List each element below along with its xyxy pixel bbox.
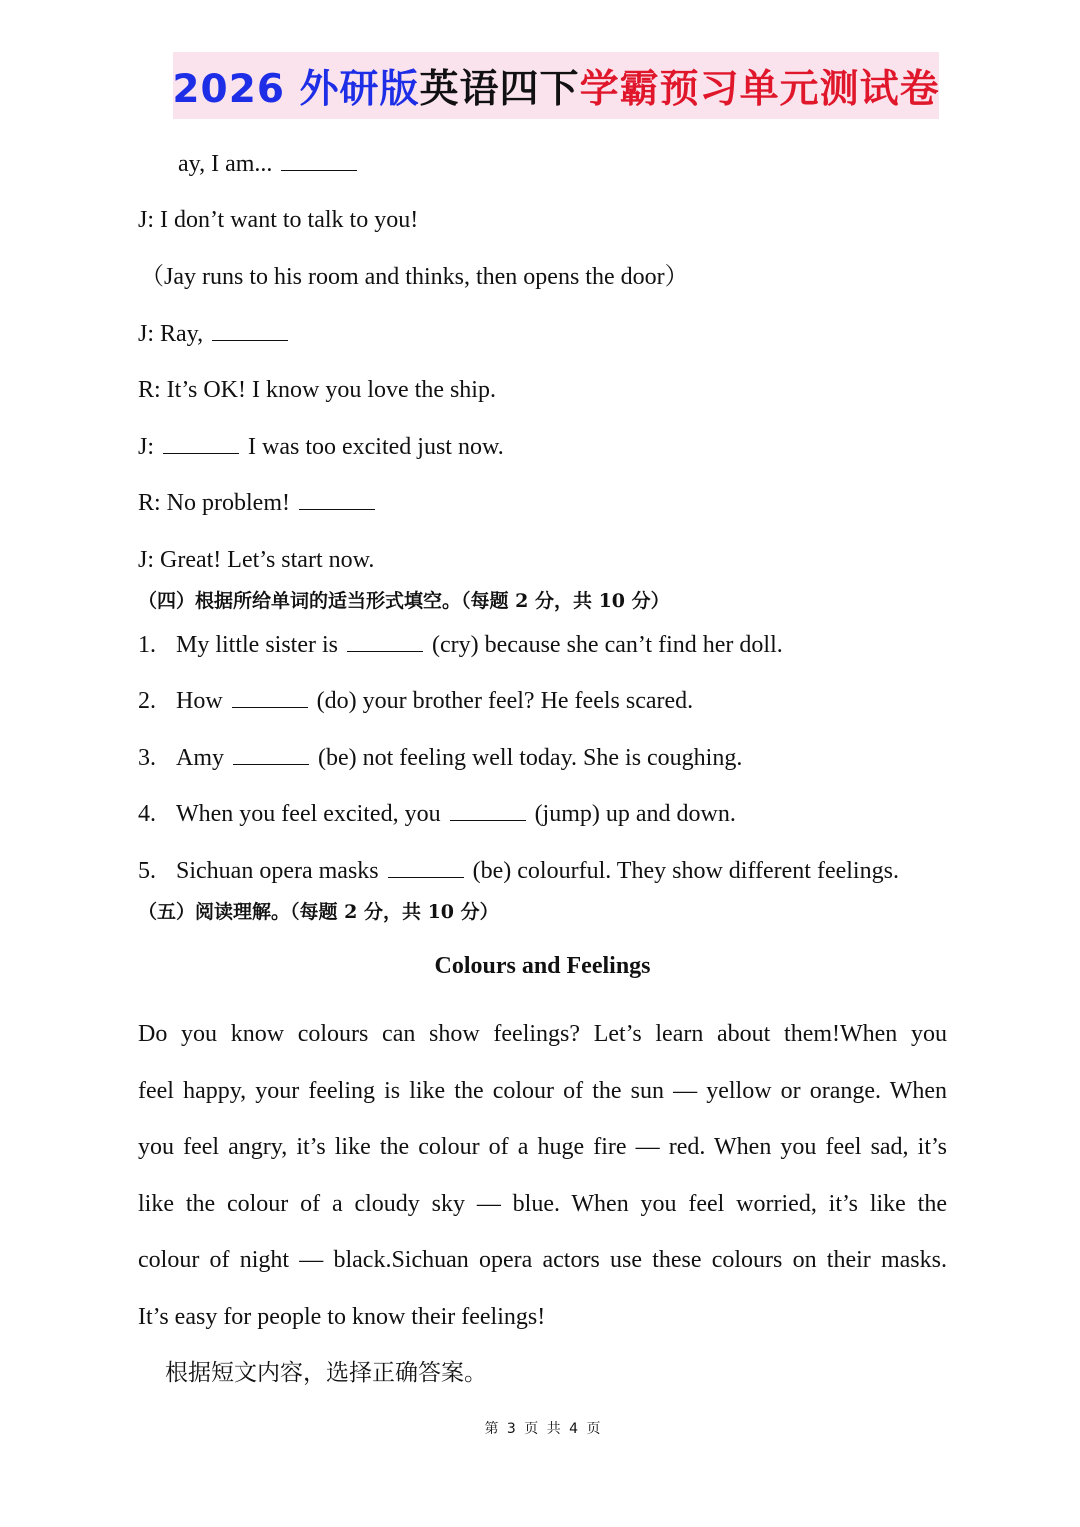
answer-blank[interactable] (212, 320, 288, 341)
dialogue-text: J: I don’t want to talk to you! (138, 207, 419, 233)
dialogue-text: J: Great! Let’s start now. (138, 547, 375, 573)
question-number: 2. (138, 688, 156, 714)
dialogue-text: （Jay runs to his room and thinks, then opens the door） (140, 264, 689, 290)
reading-instruction: 根据短文内容，选择正确答案。 (165, 1360, 487, 1386)
passage-line: colour of night — black.Sichuan opera actors use these colours on their masks. (138, 1247, 947, 1273)
stage-direction (140, 262, 689, 292)
section-4-heading: （四）根据所给单词的适当形式填空。（每题 2 分，共 10 分） (138, 590, 670, 612)
passage-line: feel happy, your feeling is like the colour of the sun — yellow or orange. When (138, 1078, 947, 1104)
passage-line: you feel angry, it’s like the colour of a huge fire — red. When you feel sad, it’s (138, 1134, 947, 1160)
dialogue-line (138, 545, 374, 575)
question-number: 1. (138, 632, 156, 658)
section-5-heading: （五）阅读理解。（每题 2 分，共 10 分） (138, 901, 499, 923)
question-item (138, 743, 742, 773)
dialogue-text: R: No problem! (138, 490, 296, 516)
dialogue-line (138, 319, 291, 349)
passage-line: It’s easy for people to know their feelings! (138, 1304, 546, 1330)
answer-blank[interactable] (281, 150, 357, 171)
dialogue-text: ay, I am... (178, 151, 279, 177)
answer-blank[interactable] (232, 687, 308, 708)
banner-test-title: 学霸预习单元测试卷 (579, 66, 940, 112)
question-number: 5. (138, 858, 156, 884)
page-number: 第 3 页 共 4 页 (484, 1421, 601, 1437)
answer-blank[interactable] (450, 800, 526, 821)
page-banner (173, 52, 939, 119)
dialogue-line (178, 149, 360, 179)
dialogue-text: R: It’s OK! I know you love the ship. (138, 377, 496, 403)
question-text: Amy (176, 745, 230, 771)
question-item (138, 856, 899, 886)
question-text: (do) your brother feel? He feels scared. (310, 688, 694, 714)
question-item (138, 686, 693, 716)
question-text: How (176, 688, 229, 714)
dialogue-text: J: Ray, (138, 321, 210, 347)
answer-blank[interactable] (347, 631, 423, 652)
question-text: When you feel excited, you (176, 801, 447, 827)
passage-line: Do you know colours can show feelings? Let’s learn about them!When you (138, 1021, 947, 1047)
question-text: Sichuan opera masks (176, 858, 385, 884)
question-text: (be) colourful. They show different feelings. (466, 858, 899, 884)
dialogue-text: I was too excited just now. (242, 434, 504, 460)
question-text: (jump) up and down. (528, 801, 736, 827)
answer-blank[interactable] (233, 744, 309, 765)
question-text: (cry) because she can’t find her doll. (426, 632, 783, 658)
dialogue-line (138, 488, 378, 518)
passage-line: like the colour of a cloudy sky — blue. When you feel worried, it’s like the (138, 1191, 947, 1217)
answer-blank[interactable] (299, 489, 375, 510)
question-number: 4. (138, 801, 156, 827)
banner-year-edition: 2026 外研版 (172, 66, 420, 112)
banner-grade: 英语四下 (419, 66, 580, 112)
dialogue-line (138, 432, 504, 462)
question-item (138, 630, 783, 660)
question-number: 3. (138, 745, 156, 771)
question-text: (be) not feeling well today. She is coughing. (312, 745, 743, 771)
answer-blank[interactable] (388, 857, 464, 878)
dialogue-text: J: (138, 434, 161, 460)
question-text: My little sister is (176, 632, 344, 658)
answer-blank[interactable] (163, 433, 239, 454)
question-item (138, 799, 736, 829)
dialogue-line (138, 375, 496, 405)
passage-title: Colours and Feelings (434, 953, 651, 979)
dialogue-line (138, 205, 418, 235)
